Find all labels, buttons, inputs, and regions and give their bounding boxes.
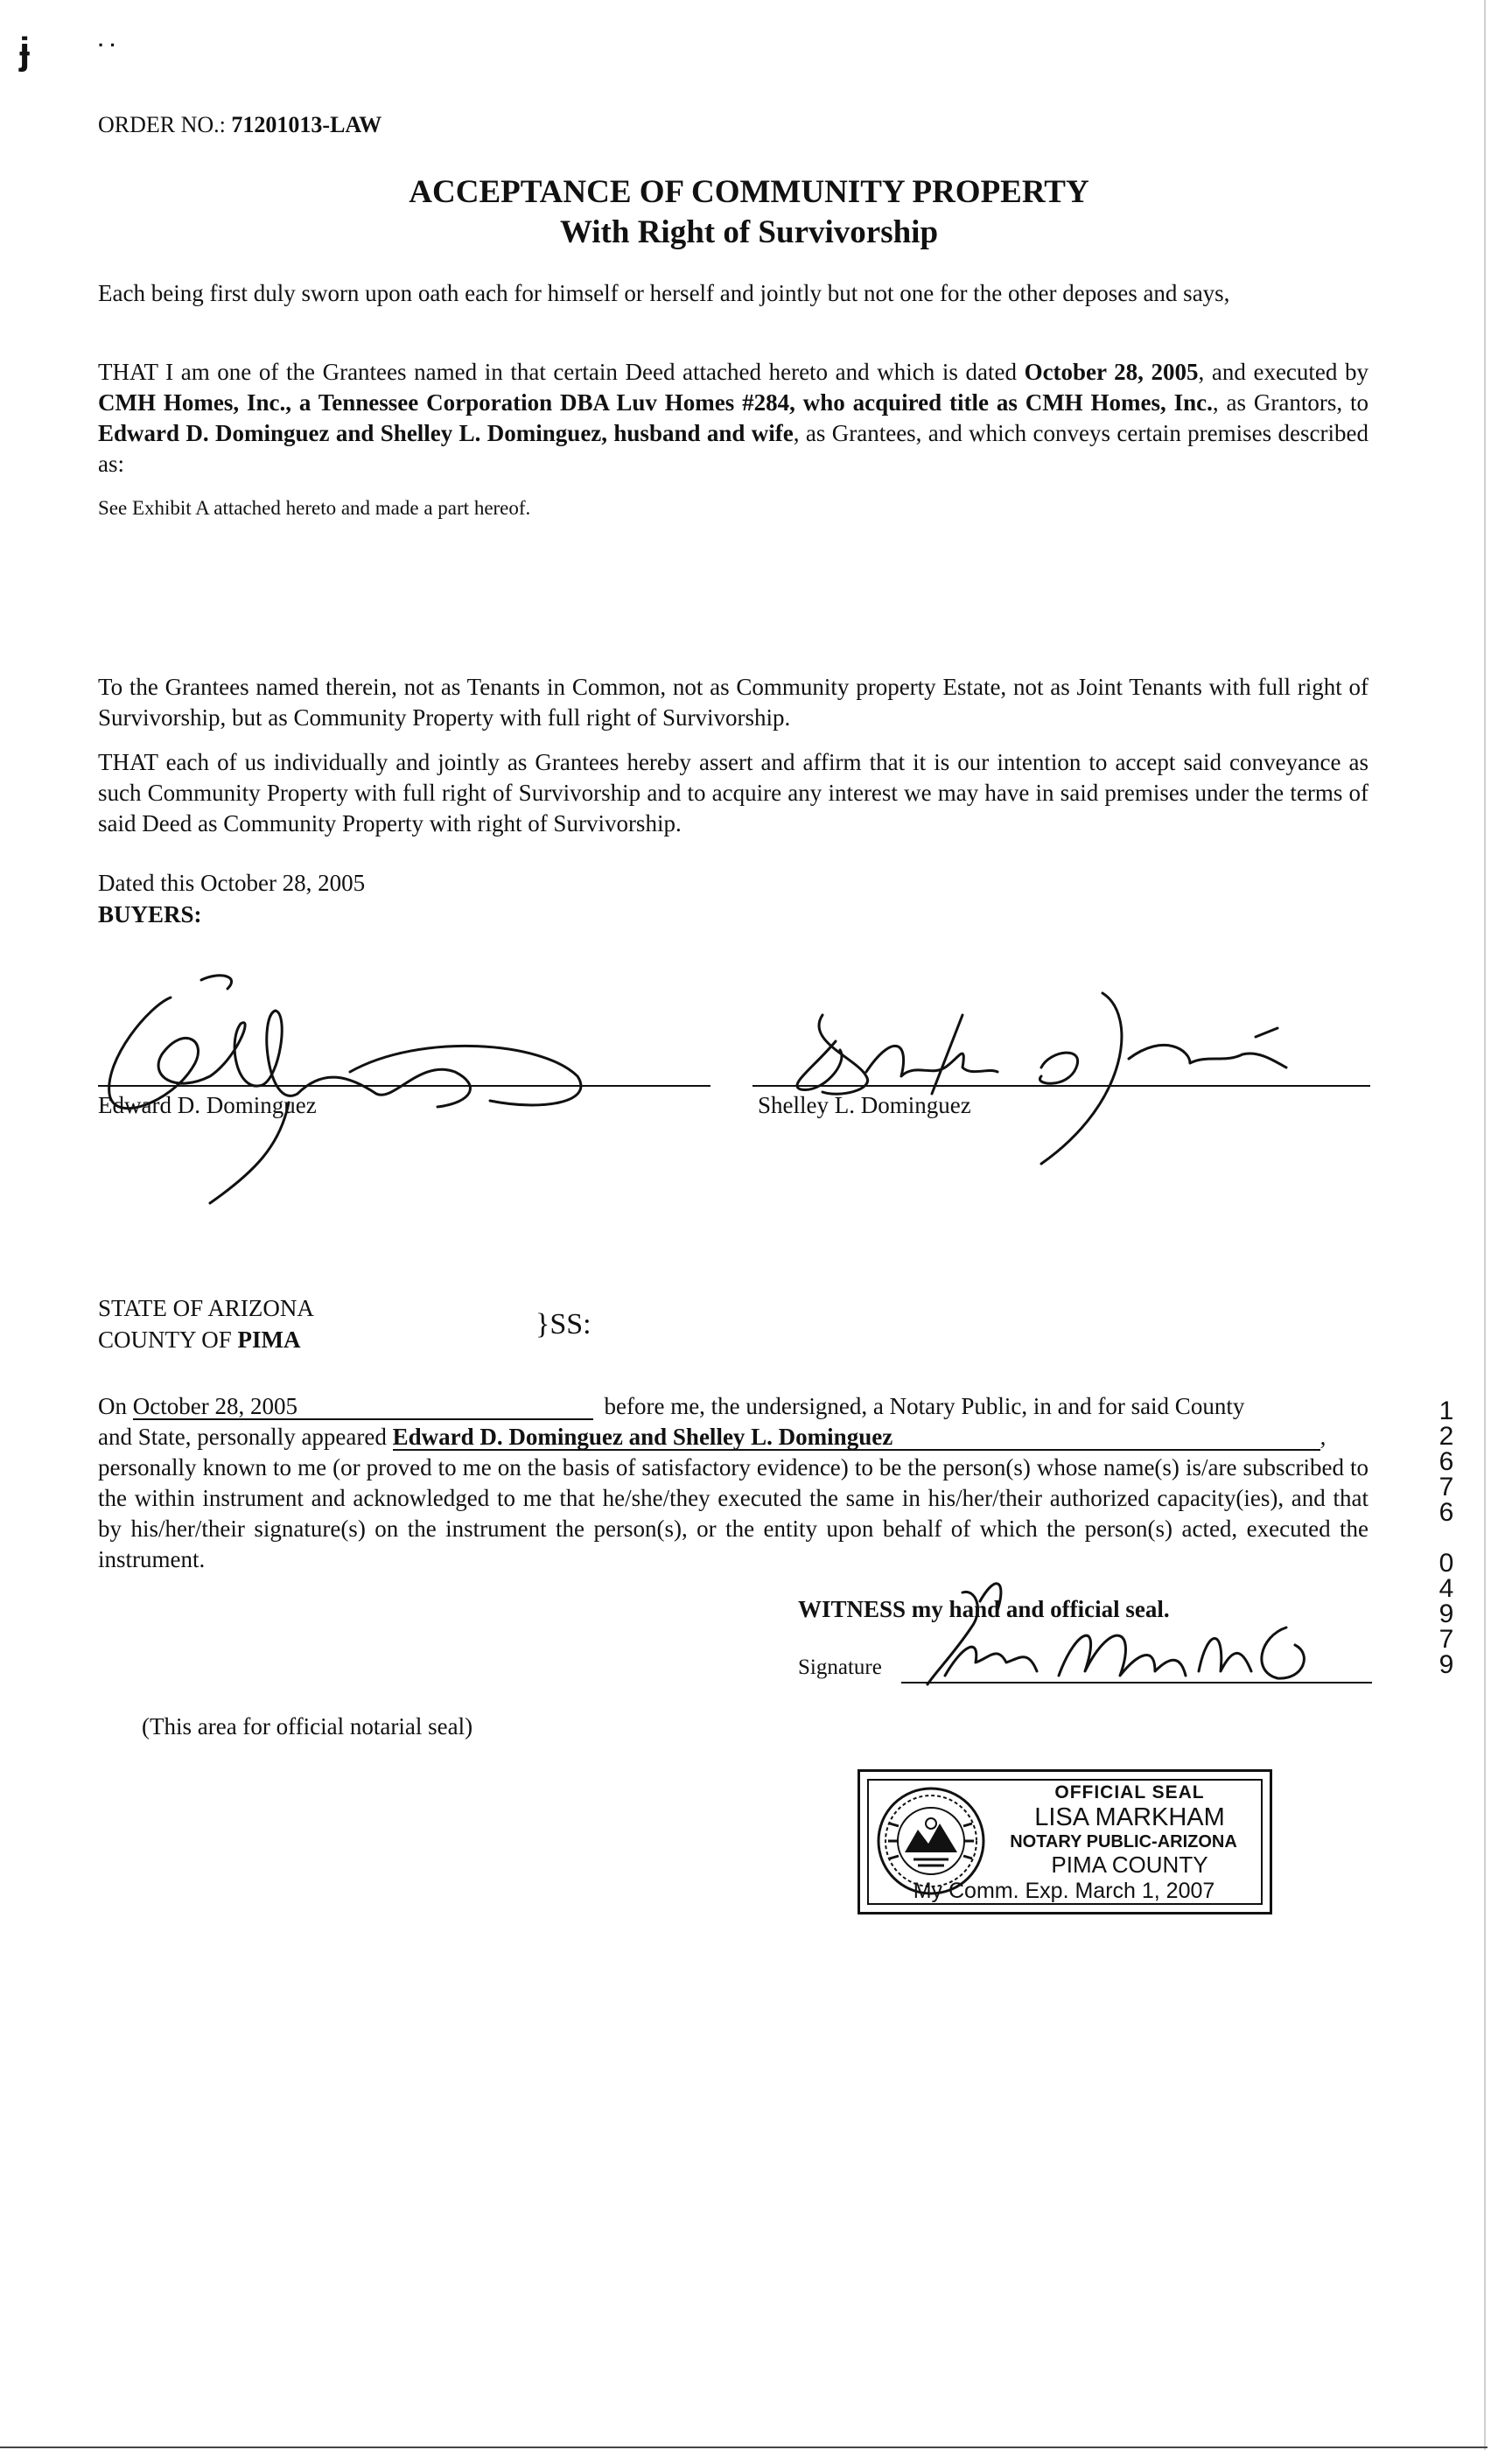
signature-notary <box>875 1575 1330 1698</box>
stamp-notary-name: LISA MARKHAM <box>1034 1803 1225 1832</box>
deed-text-c: , as Grantors, to <box>1212 389 1368 416</box>
stamp-text <box>913 1782 1261 1904</box>
deed-text-b: , and executed by <box>1198 359 1369 385</box>
margin-digit: 7 <box>1438 1473 1454 1502</box>
margin-digit: 6 <box>1438 1447 1454 1476</box>
buyer-name-edward: Edward D. Dominguez <box>98 1092 317 1118</box>
margin-recording-number <box>1433 1398 1460 1677</box>
paragraph-deed <box>98 357 1368 480</box>
order-number-line <box>98 110 382 140</box>
stamp-expiration: My Comm. Exp. March 1, 2007 <box>913 1879 1215 1904</box>
acknowledgement-body: personally known to me (or proved to me on the basis of satisfactory evidence) to be the person(s) whose name(s) is/are subscribed to the within instrument and acknowledged to me that he/she/they executed the same in his/her/their authorized capacity(ies), and that by his/her/their signature(s) on the instrument the person(s), or the entity upon behalf of which the person(s) acted, executed the instrument. <box>98 1454 1368 1573</box>
deed-text-d: , as Grantees, and which conveys certain premises described as: <box>98 420 1368 478</box>
acknowledgement-line-2 <box>98 1422 1368 1452</box>
stamp-commission: NOTARY PUBLIC-ARIZONA <box>1010 1832 1237 1852</box>
acknowledgement-line-1 <box>98 1391 1368 1422</box>
margin-digit: 7 <box>1438 1625 1454 1654</box>
signature-line-edward <box>98 1085 710 1087</box>
signature-label: Signature <box>798 1656 882 1679</box>
margin-digit: 4 <box>1438 1574 1454 1603</box>
venue-county <box>98 1325 301 1355</box>
stamp-official-seal: OFFICIAL SEAL <box>1054 1782 1205 1802</box>
deed-date: October 28, 2005 <box>1024 359 1199 385</box>
margin-digit: 1 <box>1438 1396 1454 1425</box>
ack-before: before me, the undersigned, a Notary Public, in and for said County <box>604 1393 1245 1419</box>
venue-state: STATE OF ARIZONA <box>98 1295 314 1321</box>
witness-text: WITNESS my hand and official seal. <box>798 1596 1170 1622</box>
margin-digit: 9 <box>1438 1600 1454 1628</box>
signature-shelley <box>752 980 1330 1172</box>
document-subtitle: With Right of Survivorship <box>559 214 939 250</box>
paragraph-affirmation: THAT each of us individually and jointly as Grantees hereby assert and affirm that it is our intention to accept said conveyance as such Community Property with full right of Survivorship and to acquire any interest we may have in said premises under the terms of said Deed as Community Property with right of Survivorship. <box>98 749 1368 837</box>
dated-line: Dated this October 28, 2005 <box>98 870 366 896</box>
scan-mark: ɉ <box>19 30 31 73</box>
order-number-label: ORDER NO.: <box>98 112 226 137</box>
deed-text-a: THAT I am one of the Grantees named in that certain Deed attached hereto and which is dated <box>98 359 1025 385</box>
buyers-label: BUYERS: <box>98 901 202 928</box>
margin-digit: 6 <box>1438 1498 1454 1527</box>
signature-line-shelley <box>752 1085 1370 1087</box>
margin-digit <box>1433 1525 1460 1550</box>
page-edge-line <box>1484 0 1486 2450</box>
stamp-inner-border <box>867 1779 1263 1905</box>
order-number: 71201013-LAW <box>231 112 382 137</box>
paragraph-tenancy: To the Grantees named therein, not as Tenants in Common, not as Community property Estate, not as Joint Tenants with full right of Survivorship, but as Community Property with full right of Survivorship. <box>98 674 1368 732</box>
buyer-name-shelley: Shelley L. Dominguez <box>758 1092 971 1118</box>
margin-digit: 0 <box>1438 1549 1454 1578</box>
venue-county-label: COUNTY OF <box>98 1326 238 1353</box>
ack-names: Edward D. Dominguez and Shelley L. Dominguez <box>393 1424 1320 1451</box>
notary-stamp <box>858 1769 1272 1914</box>
ack-comma: , <box>1320 1424 1326 1450</box>
exhibit-reference: See Exhibit A attached hereto and made a part hereof. <box>98 497 531 519</box>
ack-on: On <box>98 1393 133 1419</box>
margin-digit: 2 <box>1438 1422 1454 1451</box>
margin-digit: 9 <box>1438 1650 1454 1679</box>
document-title: ACCEPTANCE OF COMMUNITY PROPERTY <box>409 174 1089 210</box>
scan-dots: · · <box>98 34 116 56</box>
grantee-names: Edward D. Dominguez and Shelley L. Dominguez, husband and wife <box>98 420 794 447</box>
stamp-county: PIMA COUNTY <box>1051 1852 1208 1879</box>
ack-date: October 28, 2005 <box>133 1394 593 1420</box>
venue-county-name: PIMA <box>237 1326 301 1353</box>
ack-appeared: and State, personally appeared <box>98 1424 393 1450</box>
paragraph-oath: Each being first duly sworn upon oath each for himself or herself and jointly but not one for the other deposes and says, <box>98 280 1230 306</box>
venue-ss: }SS: <box>536 1308 592 1340</box>
seal-area-label: (This area for official notarial seal) <box>142 1713 473 1740</box>
grantor-name: CMH Homes, Inc., a Tennessee Corporation DBA Luv Homes #284, who acquired title as CMH Homes, Inc. <box>98 389 1213 416</box>
page-bottom-line <box>0 2446 1488 2448</box>
